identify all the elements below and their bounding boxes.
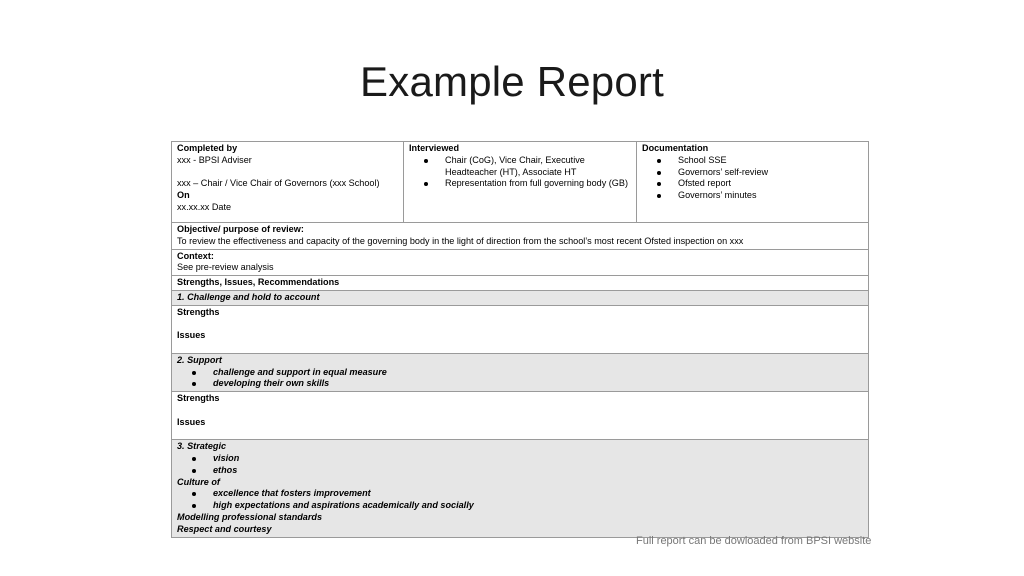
section-3-respect: Respect and courtesy (177, 523, 272, 534)
section-3-title: 3. Strategic (177, 441, 227, 452)
section-2-strengths: Strengths (177, 393, 220, 404)
slide-title: Example Report (360, 58, 664, 105)
interviewed-heading: Interviewed (409, 143, 460, 153)
section-3-item: ethos (205, 465, 863, 477)
interviewed-item: Representation from full governing body (GB) (445, 178, 631, 190)
documentation-list (642, 155, 863, 202)
section-2-title-row (172, 353, 869, 391)
section-3-culture: Culture of (177, 476, 220, 487)
section-2-list (177, 367, 863, 391)
context-heading: Context: (177, 250, 214, 261)
section-2-body-row (172, 392, 869, 440)
objective-cell (172, 223, 869, 250)
context-row (172, 249, 869, 276)
interviewed-cell (404, 142, 637, 223)
section-2-issues: Issues (177, 416, 206, 427)
date-text: xx.xx.xx Date (177, 201, 232, 212)
completed-by-heading: Completed by (177, 143, 238, 153)
section-3-item: excellence that fosters improvement (205, 488, 863, 500)
documentation-item: School SSE (678, 155, 863, 167)
documentation-item: Governors’ self-review (678, 167, 863, 179)
section-1-title-row (172, 290, 869, 305)
section-3-list-b (177, 488, 863, 512)
section-2-item: developing their own skills (205, 378, 863, 390)
section-2-item: challenge and support in equal measure (205, 367, 863, 379)
report-table (171, 141, 869, 538)
chair-text: xxx – Chair / Vice Chair of Governors (xxx School) (177, 178, 380, 189)
context-text: See pre-review analysis (177, 262, 274, 273)
sir-heading-row (172, 276, 869, 291)
sir-heading: Strengths, Issues, Recommendations (177, 277, 340, 288)
completed-by-cell (172, 142, 404, 223)
interviewed-item: Chair (CoG), Vice Chair, Executive Headteacher (HT), Associate HT (445, 155, 631, 179)
context-cell (172, 249, 869, 276)
on-label: On (177, 190, 190, 201)
documentation-item: Governors’ minutes (678, 190, 863, 202)
interviewed-list (409, 155, 631, 190)
section-1-issues: Issues (177, 330, 206, 341)
objective-heading: Objective/ purpose of review: (177, 224, 304, 234)
section-1-strengths: Strengths (177, 306, 220, 317)
section-1-title: 1. Challenge and hold to account (177, 291, 320, 302)
section-1-body-row (172, 305, 869, 353)
section-3-item: high expectations and aspirations academically and socially (205, 500, 863, 512)
adviser-text: xxx - BPSI Adviser (177, 154, 252, 165)
objective-text: To review the effectiveness and capacity of the governing body in the light of direction from the school’s most recent Ofsted inspection on xxx (177, 235, 744, 246)
summary-row (172, 142, 869, 223)
section-3-modelling: Modelling professional standards (177, 511, 323, 522)
footer-note: Full report can be dowloaded from BPSI website (636, 535, 872, 547)
documentation-item: Ofsted report (678, 178, 863, 190)
section-2-title: 2. Support (177, 354, 222, 365)
documentation-heading: Documentation (642, 143, 709, 153)
objective-row (172, 223, 869, 250)
documentation-cell (637, 142, 869, 223)
section-3-item: vision (205, 453, 863, 465)
section-3-row (172, 440, 869, 537)
section-3-list-a (177, 453, 863, 477)
